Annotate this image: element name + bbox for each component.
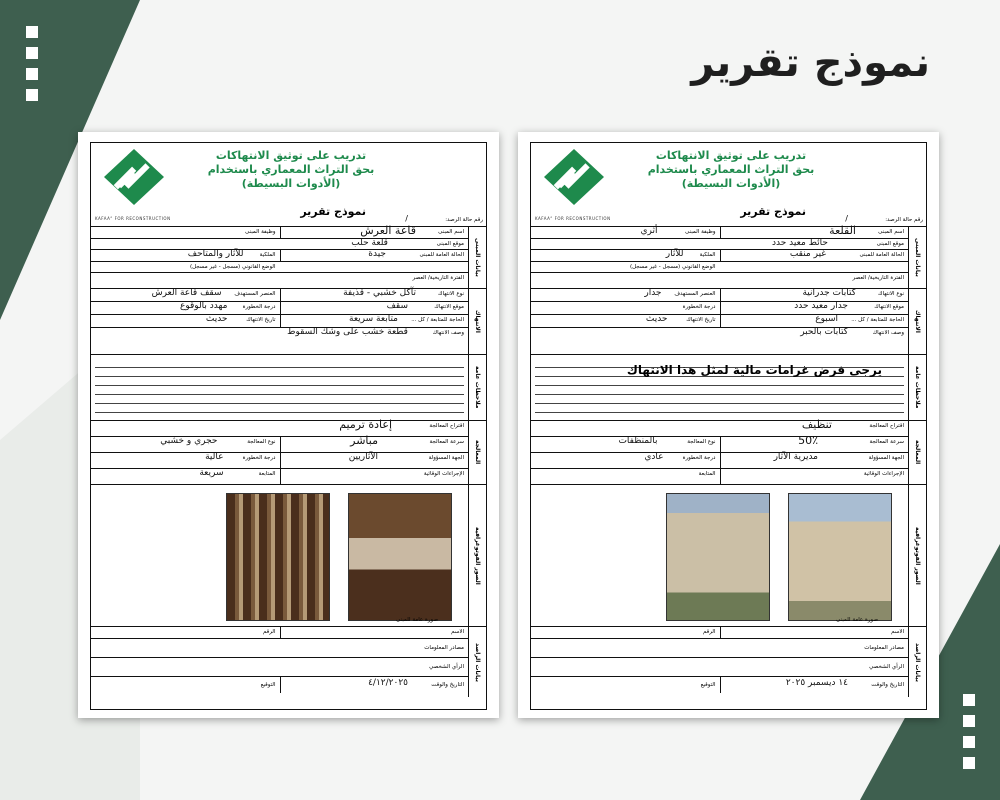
violation-section-title [468,289,486,354]
v-treatment-type: بالمنظفات [618,436,658,446]
l-building-location: موقع المبنى [436,240,464,247]
row-date-time [91,677,468,693]
l-number: الرقم [262,629,276,635]
row-name [91,627,468,639]
l-responsible-party: الجهة المسؤولة [428,455,464,461]
kafaa-logo-icon [533,147,615,217]
sec-violation: الانتهاك [474,310,481,333]
l-legal-status: الوضع القانوني (مسجل - غير مسجل) [629,263,716,270]
building-section [91,224,486,289]
l-building-location: موقع المبنى [876,240,904,247]
case-number-slash: / [405,214,408,223]
row-historic-period [531,273,908,285]
sec-observer: بيانات الراصد [474,642,481,682]
v-affected-element: جدار [644,288,662,298]
row-preventive-actions [531,469,908,485]
l-follow-up-need: الحاجة للمتابعة / كل ... [851,317,904,323]
l-violation-date: تاريخ الانتهاك [686,317,716,323]
photos-section-title [468,485,486,626]
row-historic-period [91,273,468,285]
l-violation-location: موقع الانتهاك [874,304,904,310]
row-name [531,627,908,639]
form-subtitle: نموذج تقرير [300,205,366,218]
l-affected-element: العنصر المستهدف [234,291,276,297]
row-building-location [91,239,468,251]
photo-2 [348,493,452,621]
sec-treatment: المعالجة [474,440,481,465]
row-general-state [91,250,468,262]
row-info-sources [531,639,908,658]
row-violation-desc [531,328,908,341]
l-name: الاسم [891,629,904,635]
form-title-line1: تدريب على توثيق الانتهاكات [215,149,367,162]
l-historic-period: الفترة التاريخية/ العصر [412,275,464,281]
v-building-name: القلعة [829,224,856,237]
form-title-line3: (الأدوات البسيطة) [241,177,341,190]
v-violation-desc: قطعة خشب على وشك السقوط [287,327,408,337]
observer-section-title [468,627,486,697]
l-ownership: الملكية [259,252,276,258]
l-signature: التوقيع [260,681,276,688]
sec-observer: بيانات الراصد [914,642,921,682]
v-responsible-party: الآثاريين [348,452,378,462]
l-info-sources: مصادر المعلومات [424,644,464,651]
v-follow-up-need: اسبوع [815,314,838,324]
building-section-title [908,227,926,288]
sec-notes: ملاحظات عامة [914,366,921,409]
decor-squares-left [26,26,38,101]
l-severity: درجة الخطورة [682,304,716,310]
photos-section [91,485,486,627]
row-info-sources [91,639,468,658]
l-treatment-type: نوع المعالجة [247,439,276,445]
row-legal-status [531,262,908,274]
photos-section-title [908,485,926,626]
notes-section [531,355,926,421]
l-building-name: اسم المبنى [438,229,464,235]
l-building-function: وظيفة المبنى [685,229,716,235]
l-general-state: الحالة العامة للمبنى [859,252,904,258]
row-personal-opinion [91,658,468,677]
photo-1 [226,493,330,621]
report-sheet-right [518,132,939,718]
case-number-slash: / [845,214,848,223]
l-preventive-actions: الإجراءات الوقائية [423,471,464,477]
building-section [531,224,926,289]
l-violation-desc: وصف الانتهاك [432,330,464,336]
l-signature: التوقيع [700,681,716,688]
l-date-time: التاريخ والوقت [431,681,464,688]
row-treatment-proposal [91,418,468,437]
l-follow-up: المتابعة [698,471,716,477]
notes-text: يرجى فرض غرامات مالية لمثل هذا الانتهاك [626,363,882,377]
observer-section [91,627,486,697]
form-title [176,149,406,191]
v-building-name: قاعة العرش [360,224,416,237]
form-title-line2: بحق التراث المعماري باستخدام [647,163,815,176]
v-date-time: ١٤ ديسمبر ٢٠٢٥ [785,677,848,688]
v-ownership: للآثار والمتاحف [187,249,244,259]
l-responsible-party: الجهة المسؤولة [868,455,904,461]
row-violation-location [531,302,908,315]
treatment-section [91,418,486,485]
violation-section [531,289,926,355]
sec-building: بيانات المبنى [914,238,921,277]
row-follow-up-need [531,315,908,328]
row-violation-type [91,289,468,302]
form-subtitle: نموذج تقرير [740,205,806,218]
photo-2 [788,493,892,621]
observer-section-title [908,627,926,697]
report-sheet-left [78,132,499,718]
notes-section-title [908,355,926,420]
v-treatment-proposal: إعادة ترميم [339,418,392,431]
sec-building: بيانات المبنى [474,238,481,277]
v-date-time: ٤/١٢/٢٠٢٥ [368,677,408,688]
l-treatment-speed: سرعة المعالجة [429,439,464,445]
observer-section [531,627,926,697]
l-historic-period: الفترة التاريخية/ العصر [852,275,904,281]
sec-photos: الصور الفوتوغرافية [474,526,481,585]
sec-violation: الانتهاك [914,310,921,333]
row-violation-desc [91,328,468,341]
l-date-time: التاريخ والوقت [871,681,904,688]
row-violation-type [531,289,908,302]
v-affected-element: سقف قاعة العرش [151,288,222,298]
sec-notes: ملاحظات عامة [474,366,481,409]
logo-caption: KAFAA° FOR RECONSTRUCTION [535,216,611,221]
sec-treatment: المعالجة [914,440,921,465]
v-general-state: غير منقب [789,249,826,259]
v-follow-up: سريعة [199,468,224,478]
form-header [531,143,926,227]
form-title-line3: (الأدوات البسيطة) [681,177,781,190]
l-ownership: الملكية [699,252,716,258]
row-violation-location [91,302,468,315]
l-number: الرقم [702,629,716,635]
l-personal-opinion: الرأي الشخصي [429,663,464,670]
l-treatment-severity: درجة الخطورة [682,455,716,461]
logo-caption: KAFAA° FOR RECONSTRUCTION [95,216,171,221]
l-follow-up: المتابعة [258,471,276,477]
notes-section [91,355,486,421]
v-violation-location: جدار معيد حدد [794,301,848,311]
kafaa-logo-icon [93,147,175,217]
row-follow-up-need [91,315,468,328]
case-number-label: رقم حالة الرصد: [445,217,483,223]
photos-section [531,485,926,627]
row-general-state [531,250,908,262]
v-responsible-party: مديرية الآثار [773,452,818,462]
l-info-sources: مصادر المعلومات [864,644,904,651]
row-building-location [531,239,908,251]
general-photo-label: صورة عامة للمبنى [836,617,878,623]
l-severity: درجة الخطورة [242,304,276,310]
v-ownership: للآثار [665,249,684,259]
form-title-line1: تدريب على توثيق الانتهاكات [655,149,807,162]
row-date-time [531,677,908,693]
v-building-location: قلعة حلب [351,237,388,248]
v-violation-location: سقف [386,301,408,311]
l-treatment-severity: درجة الخطورة [242,455,276,461]
l-building-name: اسم المبنى [878,229,904,235]
general-photo-label: صورة عامة للمبنى [396,617,438,623]
l-treatment-speed: سرعة المعالجة [869,439,904,445]
row-treatment-speed [91,434,468,453]
l-personal-opinion: الرأي الشخصي [869,663,904,670]
photo-1 [666,493,770,621]
row-treatment-proposal [531,418,908,437]
page-heading: نموذج تقرير [691,40,930,86]
v-treatment-severity: عالية [205,452,224,462]
l-treatment-type: نوع المعالجة [687,439,716,445]
form-title-line2: بحق التراث المعماري باستخدام [207,163,375,176]
decor-squares-right [963,694,975,769]
treatment-section-title [908,421,926,484]
v-violation-type: كتابات جدرانية [802,288,856,298]
form-header [91,143,486,227]
l-treatment-proposal: اقتراح المعالجة [869,423,904,429]
l-follow-up-need: الحاجة للمتابعة / كل ... [411,317,464,323]
case-number-label: رقم حالة الرصد: [885,217,923,223]
building-section-title [468,227,486,288]
row-responsible-party [91,453,468,469]
l-violation-location: موقع الانتهاك [434,304,464,310]
notes-section-title [468,355,486,420]
l-violation-desc: وصف الانتهاك [872,330,904,336]
l-preventive-actions: الإجراءات الوقائية [863,471,904,477]
l-violation-type: نوع الانتهاك [877,291,904,297]
row-building-name [91,224,468,239]
violation-section [91,289,486,355]
l-building-function: وظيفة المبنى [245,229,276,235]
row-legal-status [91,262,468,274]
form-title [616,149,846,191]
v-follow-up-need: متابعة سريعة [349,314,398,324]
treatment-section-title [468,421,486,484]
l-violation-type: نوع الانتهاك [437,291,464,297]
v-building-location: حائط معيد حدد [772,237,828,248]
row-personal-opinion [531,658,908,677]
l-treatment-proposal: اقتراح المعالجة [429,423,464,429]
v-treatment-speed: 50٪ [798,434,818,447]
v-building-function: أثري [640,226,658,236]
row-building-name [531,224,908,239]
violation-section-title [908,289,926,354]
v-treatment-severity: عادي [644,452,664,462]
l-violation-date: تاريخ الانتهاك [246,317,276,323]
v-violation-type: تآكل خشبي - قذيفة [343,288,416,298]
form-frame [90,142,487,710]
row-preventive-actions [91,469,468,485]
treatment-section [531,418,926,485]
v-violation-desc: كتابات بالحبر [800,327,848,337]
v-violation-date: حديث [205,314,228,324]
l-general-state: الحالة العامة للمبنى [419,252,464,258]
v-violation-date: حديث [645,314,668,324]
v-general-state: جيدة [368,249,386,259]
l-legal-status: الوضع القانوني (مسجل - غير مسجل) [189,263,276,270]
sec-photos: الصور الفوتوغرافية [914,526,921,585]
v-treatment-speed: مباشر [350,434,378,447]
l-name: الاسم [451,629,464,635]
v-treatment-type: حجري و خشبي [160,436,218,446]
row-treatment-speed [531,434,908,453]
v-treatment-proposal: تنظيف [801,418,832,431]
row-responsible-party [531,453,908,469]
form-frame [530,142,927,710]
v-severity: مهدد بالوقوع [179,301,228,311]
l-affected-element: العنصر المستهدف [674,291,716,297]
